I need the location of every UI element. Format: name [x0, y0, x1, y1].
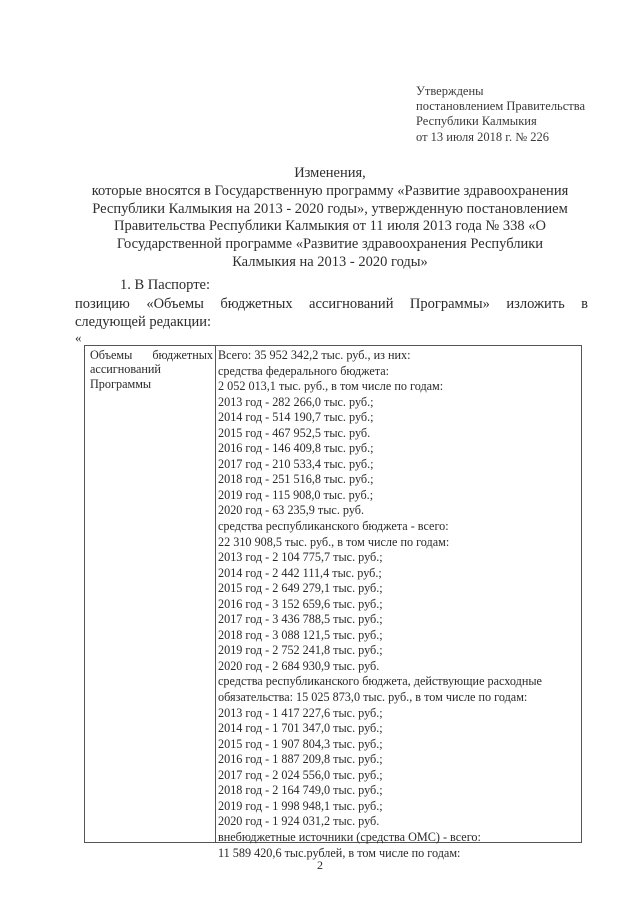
- budget-line: средства федерального бюджета:: [218, 363, 390, 378]
- budget-line: внебюджетные источники (средства ОМС) - всего:: [218, 829, 481, 844]
- budget-line: 2016 год - 146 409,8 тыс. руб.;: [218, 441, 374, 456]
- budget-line: 2020 год - 1 924 031,2 тыс. руб.: [218, 814, 380, 829]
- table-value-cell: [218, 346, 581, 860]
- budget-line: 2015 год - 1 907 804,3 тыс. руб.;: [218, 736, 383, 751]
- budget-line: 2014 год - 514 190,7 тыс. руб.;: [218, 410, 374, 425]
- page-number: 2: [317, 858, 323, 872]
- title-line: Государственной программе «Развитие здравоохранения Республики: [116, 236, 544, 253]
- budget-line: 2018 год - 3 088 121,5 тыс. руб.;: [218, 627, 383, 642]
- title-line: Республики Калмыкия на 2013 - 2020 годы», утвержденную постановлением: [92, 200, 568, 217]
- budget-line: Всего: 35 952 342,2 тыс. руб., из них:: [218, 348, 411, 362]
- instruction-text-continued: следующей редакции:: [75, 314, 212, 330]
- title-line: которые вносятся в Государственную программу «Развитие здравоохранения: [91, 182, 569, 199]
- budget-line: 2019 год - 1 998 948,1 тыс. руб.;: [218, 798, 383, 813]
- approval-line: постановлением Правительства: [416, 99, 586, 114]
- approval-line: Утверждены: [416, 84, 484, 98]
- label-line: [90, 348, 215, 362]
- budget-table: [84, 345, 582, 860]
- label-line: Программы: [90, 376, 152, 391]
- budget-line: обязательства: 15 025 873,0 тыс. руб., в том числе по годам:: [218, 690, 528, 705]
- approval-stamp: [416, 84, 585, 145]
- budget-line: средства республиканского бюджета - всего:: [218, 519, 449, 534]
- budget-line: 2016 год - 3 152 659,6 тыс. руб.;: [218, 596, 383, 611]
- label-word: Объемы: [90, 348, 133, 362]
- budget-line: 2019 год - 2 752 241,8 тыс. руб.;: [218, 643, 383, 658]
- approval-date-line: от 13 июля 2018 г. № 226: [416, 129, 550, 144]
- budget-line: 2017 год - 2 024 556,0 тыс. руб.;: [218, 767, 383, 782]
- opening-quote: «: [75, 330, 82, 345]
- title-line: Изменения,: [294, 165, 366, 181]
- table-label-cell: [85, 346, 216, 842]
- budget-line: 2 052 013,1 тыс. руб., в том числе по годам:: [218, 379, 444, 394]
- budget-line: 2020 год - 2 684 930,9 тыс. руб.: [218, 658, 380, 673]
- budget-line: 2016 год - 1 887 209,8 тыс. руб.;: [218, 752, 383, 767]
- budget-line: средства республиканского бюджета, действующие расходные: [218, 674, 542, 689]
- budget-line: 22 310 908,5 тыс. руб., в том числе по годам:: [218, 534, 450, 549]
- label-word: бюджетных: [152, 348, 213, 362]
- budget-line: 2020 год - 63 235,9 тыс. руб.: [218, 503, 365, 518]
- budget-line: 2017 год - 3 436 788,5 тыс. руб.;: [218, 612, 383, 627]
- instruction-text: позицию «Объемы бюджетных ассигнований Программы» изложить в: [75, 296, 588, 312]
- budget-line: 2013 год - 282 266,0 тыс. руб.;: [218, 394, 374, 409]
- budget-line: 2017 год - 210 533,4 тыс. руб.;: [218, 456, 374, 471]
- approval-line: Республики Калмыкия: [416, 114, 537, 129]
- label-line: ассигнований: [90, 362, 161, 377]
- budget-line: 2015 год - 467 952,5 тыс. руб.: [218, 425, 371, 440]
- title-line: Калмыкия на 2013 - 2020 годы»: [232, 253, 428, 270]
- budget-line: 2014 год - 1 701 347,0 тыс. руб.;: [218, 721, 383, 736]
- budget-line: 2019 год - 115 908,0 тыс. руб.;: [218, 487, 374, 502]
- title-line: Правительства Республики Калмыкия от 11 июля 2013 года № 338 «О: [114, 218, 546, 235]
- budget-line: 2015 год - 2 649 279,1 тыс. руб.;: [218, 581, 383, 596]
- budget-line: 2018 год - 251 516,8 тыс. руб.;: [218, 472, 374, 487]
- section-heading: 1. В Паспорте:: [120, 277, 211, 293]
- budget-line: 11 589 420,6 тыс.рублей, в том числе по годам:: [218, 845, 461, 860]
- budget-line: 2013 год - 1 417 227,6 тыс. руб.;: [218, 705, 383, 720]
- budget-line: 2018 год - 2 164 749,0 тыс. руб.;: [218, 783, 383, 798]
- document-title: [60, 165, 600, 272]
- budget-line: 2014 год - 2 442 111,4 тыс. руб.;: [218, 565, 382, 580]
- budget-line: 2013 год - 2 104 775,7 тыс. руб.;: [218, 550, 383, 565]
